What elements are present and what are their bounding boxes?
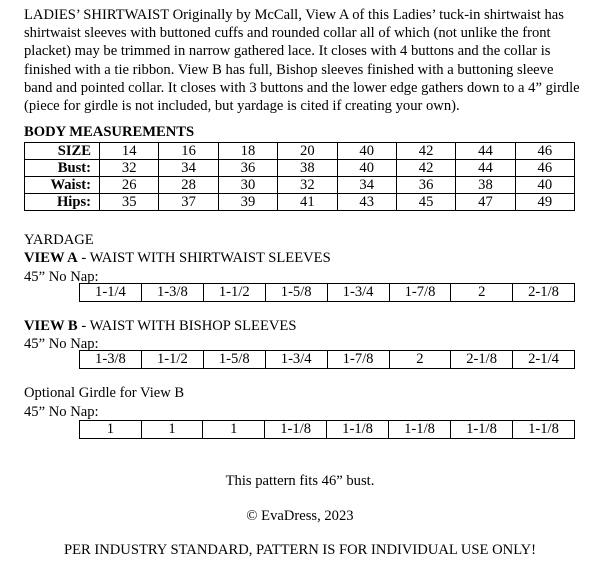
hips-cell: 45 [396,194,455,211]
yardage-cell: 1-5/8 [265,284,327,302]
yardage-cell: 1-1/8 [512,421,574,439]
size-row [25,143,575,160]
yardage-cell: 1-1/8 [451,421,513,439]
hips-cell: 35 [100,194,159,211]
pattern-description: LADIES’ SHIRTWAIST Originally by McCall, View A of this Ladies’ tuck-in shirtwaist has shirtwaist sleeves with buttoned cuffs and rounded collar all of which (not unlike the front placket) may be trimmed in narrow gathered lace. It closes with 4 buttons and the collar is finished with a tie ribbon. View B has full, Bishop sleeves finished with a buttoning sleeve band and pointed collar. It closes with 3 buttons and the lower edge gathers down to a 4” girdle (piece for girdle is not included, but yardage is cited if creating your own). [24,7,580,115]
waist-cell: 26 [100,177,159,194]
size-cell: 14 [100,143,159,160]
girdle-yardage-table [79,420,575,439]
hips-cell: 39 [218,194,277,211]
yardage-cell: 1-3/4 [327,284,389,302]
yardage-title: YARDAGE [24,232,94,248]
yardage-cell: 2-1/8 [451,351,513,369]
bust-cell: 32 [100,160,159,177]
size-cell: 46 [515,143,574,160]
yardage-cell: 2-1/4 [513,351,575,369]
view-b-label: VIEW B [24,318,78,334]
bust-cell: 46 [515,160,574,177]
yardage-cell: 1-3/4 [265,351,327,369]
row-label: Waist: [25,177,100,194]
yardage-cell: 1-1/2 [203,284,265,302]
view-a-description: - WAIST WITH SHIRTWAIST SLEEVES [77,250,331,266]
view-a-heading [24,250,331,267]
view-b-heading [24,318,296,335]
bust-cell: 42 [396,160,455,177]
yardage-cell: 1-3/8 [141,284,203,302]
waist-cell: 36 [396,177,455,194]
hips-cell: 47 [456,194,515,211]
table-row [80,284,575,302]
view-b-description: - WAIST WITH BISHOP SLEEVES [77,318,297,334]
view-b-yardage-table [79,350,575,369]
waist-cell: 30 [218,177,277,194]
size-cell: 20 [278,143,337,160]
waist-cell: 28 [159,177,218,194]
size-cell: 40 [337,143,396,160]
size-cell: 42 [396,143,455,160]
hips-cell: 37 [159,194,218,211]
hips-cell: 43 [337,194,396,211]
bust-cell: 44 [456,160,515,177]
yardage-cell: 1-3/8 [80,351,142,369]
girdle-nap-label: 45” No Nap: [24,404,99,420]
yardage-cell: 1 [80,421,142,439]
body-measurements-title: BODY MEASUREMENTS [24,124,195,140]
size-cell: 18 [218,143,277,160]
yardage-cell: 1-1/2 [141,351,203,369]
yardage-cell: 1-1/8 [389,421,451,439]
view-b-nap-label: 45” No Nap: [24,336,99,352]
bust-cell: 36 [218,160,277,177]
yardage-cell: 1-1/8 [265,421,327,439]
body-measurements-table [24,142,575,211]
waist-row [25,177,575,194]
usage-disclaimer: PER INDUSTRY STANDARD, PATTERN IS FOR INDIVIDUAL USE ONLY! [63,542,537,558]
girdle-heading: Optional Girdle for View B [24,385,185,401]
waist-cell: 34 [337,177,396,194]
size-cell: 16 [159,143,218,160]
view-a-yardage-table [79,283,575,302]
row-label: Hips: [25,194,100,211]
fit-note: This pattern fits 46” bust. [225,473,375,489]
yardage-cell: 2 [389,351,451,369]
yardage-cell: 2-1/8 [513,284,575,302]
view-a-nap-label: 45” No Nap: [24,269,99,285]
yardage-cell: 1 [141,421,203,439]
hips-row [25,194,575,211]
bust-cell: 38 [278,160,337,177]
hips-cell: 49 [515,194,574,211]
bust-cell: 40 [337,160,396,177]
waist-cell: 38 [456,177,515,194]
bust-cell: 34 [159,160,218,177]
size-cell: 44 [456,143,515,160]
row-label: Bust: [25,160,100,177]
table-row [80,351,575,369]
bust-row [25,160,575,177]
hips-cell: 41 [278,194,337,211]
row-label: SIZE [25,143,100,160]
yardage-cell: 1 [203,421,265,439]
yardage-cell: 1-1/8 [327,421,389,439]
waist-cell: 32 [278,177,337,194]
yardage-cell: 2 [451,284,513,302]
waist-cell: 40 [515,177,574,194]
table-row [80,421,575,439]
yardage-cell: 1-1/4 [80,284,142,302]
yardage-cell: 1-5/8 [203,351,265,369]
view-a-label: VIEW A [24,250,78,266]
yardage-cell: 1-7/8 [389,284,451,302]
copyright: © EvaDress, 2023 [246,508,354,524]
yardage-cell: 1-7/8 [327,351,389,369]
